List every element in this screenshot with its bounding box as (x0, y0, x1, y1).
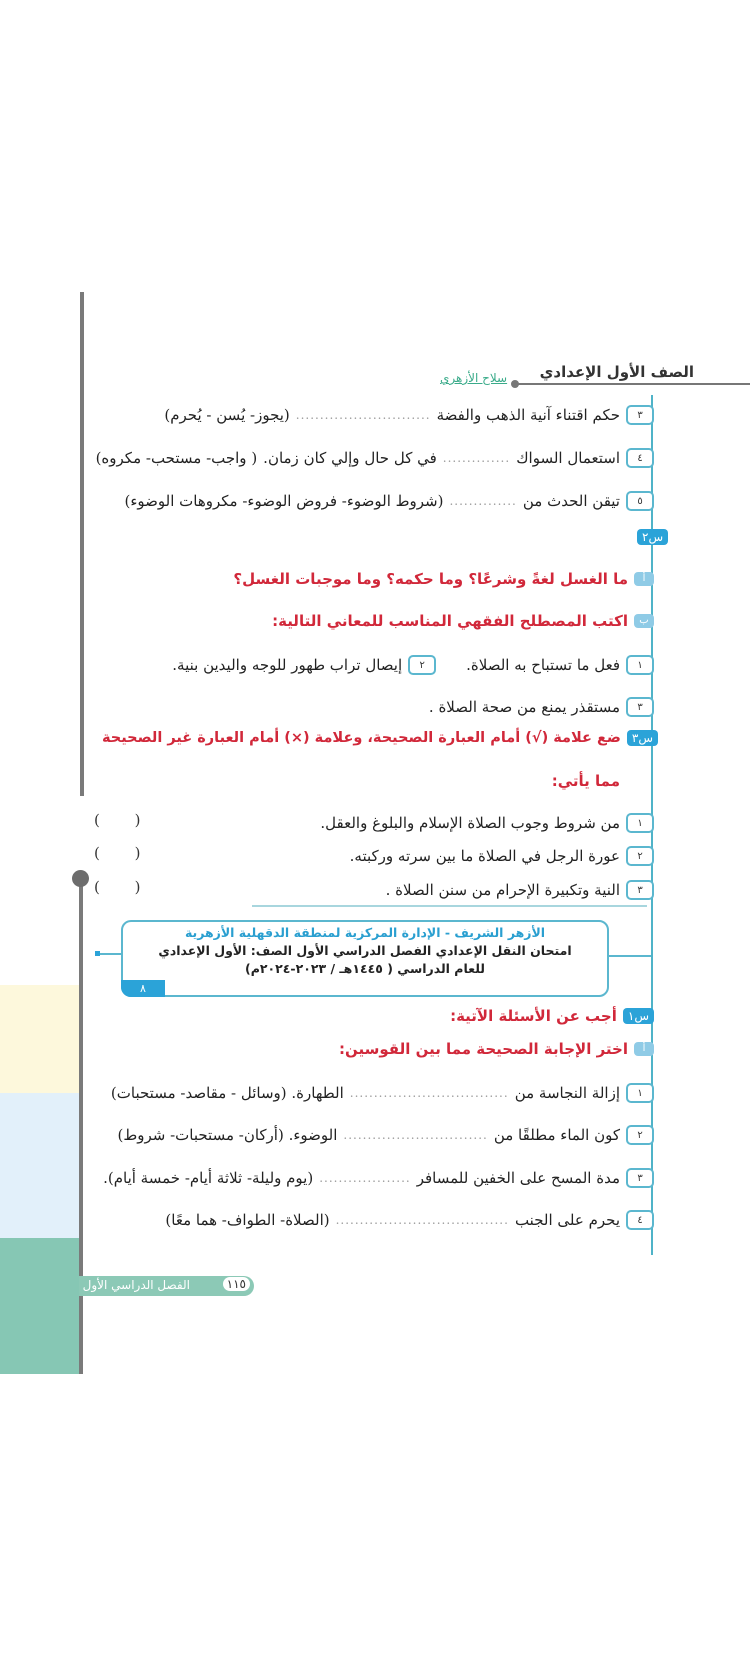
item-number: ٢ (626, 1125, 654, 1145)
item-text: النية وتكبيرة الإحرام من سنن الصلاة . (385, 881, 620, 899)
list-item (320, 813, 654, 833)
blank-dots: .............. (449, 494, 517, 508)
item-text: حكم اقتناء آنية الذهب والفضة (436, 406, 620, 424)
footer-label: الفصل الدراسي الأول (82, 1278, 190, 1292)
answer-parentheses[interactable]: ( ) (94, 878, 141, 896)
item-text-2: (يوم وليلة- ثلاثة أيام- خمسة أيام). (103, 1169, 314, 1187)
question-1 (450, 1007, 654, 1025)
question-1a (339, 1040, 654, 1058)
question-tag-3: س٣ (627, 730, 658, 746)
item-number: ٢ (626, 846, 654, 866)
section-separator (252, 905, 647, 907)
header-dot (511, 380, 519, 388)
item-text-2: (الصلاة- الطواف- هما معًا) (165, 1211, 330, 1229)
item-number: ٣ (626, 405, 654, 425)
question-1-text: أجب عن الأسئلة الآتية: (450, 1007, 617, 1025)
item-number: ٥ (626, 491, 654, 511)
publisher-logo: سلاح الأزهري (440, 371, 508, 385)
item-text: عورة الرجل في الصلاة ما بين سرته وركبته. (349, 847, 620, 865)
blank-dots: .............. (442, 451, 511, 465)
item-number: ١ (626, 655, 654, 675)
item-text: كون الماء مطلقًا من (493, 1126, 620, 1144)
question-tag-1: س١ (623, 1008, 654, 1024)
question-3-text: ضع علامة (√) أمام العبارة الصحيحة، وعلامة (×) أمام العبارة غير الصحيحة (101, 730, 621, 746)
item-text: مدة المسح على الخفين للمسافر (416, 1169, 620, 1187)
page-edge-line-bottom (79, 877, 83, 1374)
answer-parentheses[interactable]: ( ) (94, 844, 141, 862)
blank-dots: .............................. (343, 1128, 488, 1142)
page-number: ١١٥ (223, 1277, 250, 1291)
sub-tag-a: أ (634, 572, 654, 586)
question-3-text-2: مما يأتي: (551, 772, 620, 790)
question-3 (102, 730, 658, 746)
side-band-green (0, 1238, 79, 1374)
header-rule (515, 383, 750, 385)
exam-connector-right (605, 955, 651, 957)
side-band-yellow (0, 985, 79, 1093)
blank-dots: ............................ (295, 408, 431, 422)
exam-title: امتحان النقل الإعدادي الفصل الدراسي الأول الصف: الأول الإعدادي (158, 943, 572, 958)
question-3-cont (552, 772, 620, 790)
footer-tab (79, 1276, 254, 1296)
item-number: ٣ (626, 697, 654, 717)
item-number: ٤ (626, 1210, 654, 1230)
item-options: ( واجب- مستحب- مكروه) (95, 449, 258, 467)
item-number: ٣ (626, 880, 654, 900)
item-text: إزالة النجاسة من (514, 1084, 620, 1102)
page-edge-knob (72, 870, 89, 887)
exam-header-box (121, 920, 609, 997)
exam-authority: الأزهر الشريف - الإدارة المركزية لمنطقة الدقهلية الأزهرية (184, 925, 546, 940)
list-item (96, 448, 654, 468)
list-item (172, 655, 654, 675)
list-item (118, 1125, 655, 1145)
list-item (386, 880, 654, 900)
question-1a-text: اختر الإجابة الصحيحة مما بين القوسين: (339, 1040, 628, 1058)
exam-connector-dot (95, 951, 100, 956)
list-item (429, 697, 654, 717)
item-text: يحرم على الجنب (514, 1211, 620, 1229)
exam-connector-left (98, 953, 122, 955)
exam-year: للعام الدراسي ( ١٤٤٥هـ / ٢٠٢٣-٢٠٢٤م) (245, 961, 485, 976)
list-item (103, 1168, 654, 1188)
page-header-title: الصف الأول الإعدادي (539, 363, 694, 381)
answer-parentheses[interactable]: ( ) (94, 811, 141, 829)
item-number: ١ (626, 813, 654, 833)
question-2b (272, 612, 654, 630)
item-text-2: الوضوء. (أركان- مستحبات- شروط) (117, 1126, 338, 1144)
blank-dots: ................... (319, 1171, 411, 1185)
page-edge-line-top (80, 292, 84, 796)
item-options: (يجوز- يُسن - يُحرم) (164, 406, 290, 424)
item-text-2: في كل حال وإلي كان زمان. (263, 449, 437, 467)
question-2a-text: ما الغسل لغةً وشرعًا؟ وما حكمه؟ وما موجبات الغسل؟ (233, 570, 628, 588)
item-number: ١ (626, 1083, 654, 1103)
item-text: فعل ما تستباح به الصلاة. (466, 656, 620, 674)
blank-dots: ................................. (349, 1086, 509, 1100)
question-2b-text: اكتب المصطلح الفقهي المناسب للمعاني التالية: (272, 612, 628, 630)
item-text: تيقن الحدث من (522, 492, 620, 510)
sub-tag-a: أ (634, 1042, 654, 1056)
item-number: ٢ (408, 655, 436, 675)
list-item (165, 1210, 654, 1230)
list-item (164, 405, 654, 425)
item-text-2: الطهارة. (وسائل - مقاصد- مستحبات) (110, 1084, 344, 1102)
list-item (124, 491, 654, 511)
sub-tag-b: ب (634, 614, 654, 628)
item-text: استعمال السواك (516, 449, 620, 467)
question-tag-2: س٢ (637, 526, 668, 545)
item-text: مستقذر يمنع من صحة الصلاة . (428, 698, 620, 716)
item-text: إيصال تراب طهور للوجه واليدين بنية. (172, 656, 403, 674)
exam-number-badge: ٨ (121, 980, 165, 997)
blank-dots: .................................... (335, 1213, 509, 1227)
item-number: ٤ (626, 448, 654, 468)
item-options: (شروط الوضوء- فروض الوضوء- مكروهات الوضوء) (124, 492, 444, 510)
question-2a (233, 570, 654, 588)
list-item (350, 846, 654, 866)
side-band-blue (0, 1093, 79, 1238)
item-number: ٣ (626, 1168, 654, 1188)
item-text: من شروط وجوب الصلاة الإسلام والبلوغ والعقل. (320, 814, 620, 832)
list-item (111, 1083, 654, 1103)
